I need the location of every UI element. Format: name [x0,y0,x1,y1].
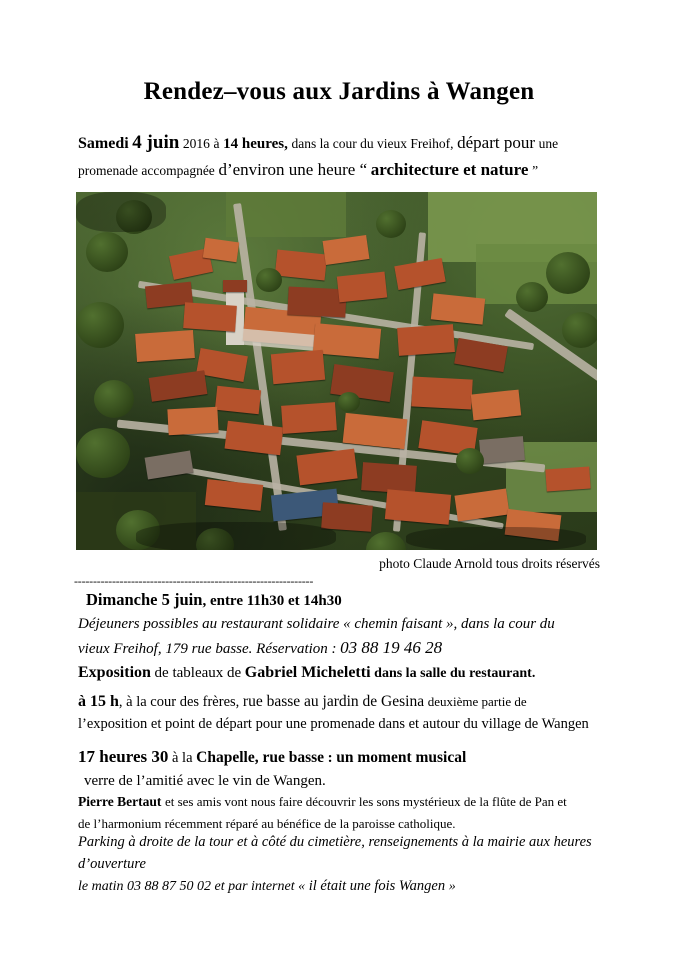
evening-line-4: de l’harmonium récemment réparé au bénéfice de la paroisse catholique. [78,816,456,831]
evening-section [78,744,606,834]
evening-event: un moment musical [336,749,467,766]
intro-text-2: une promenade accompagnée [78,136,559,179]
afternoon-line-1 [78,690,606,714]
photo-credit: photo Claude Arnold tous droits réservés [379,556,600,571]
sunday-day: Dimanche 5 juin [86,590,203,609]
sunday-line-2 [78,635,606,661]
intro-year: 2016 [182,136,210,151]
photo-canvas [76,192,597,550]
intro-text-3: d’environ une heure “ [218,160,368,180]
evening-at: à la [171,750,193,766]
evening-line-2: verre de l’amitié avec le vin de Wangen. [84,772,326,789]
parking-line-3 [78,876,606,898]
expo-label: Exposition [78,664,151,681]
intro-date: 4 juin [132,132,180,153]
expo-artist: Gabriel Micheletti [244,664,371,681]
mairie-contact: le matin 03 88 87 50 02 et par internet « [78,878,306,894]
sunday-heading [78,588,606,613]
afternoon-time: à 15 h [78,693,119,710]
reservation-phone: 03 88 19 46 28 [340,638,443,658]
intro-text-1: dans la cour du vieux Freihof, [291,136,454,151]
intro-paragraph [78,128,600,184]
sunday-line-1: Déjeuners possibles au restaurant solidaire « chemin faisant », dans la cour du [78,615,555,632]
evening-line-3-rest: et ses amis vont nous faire découvrir les sons mystérieux de la flûte de Pan et [164,794,567,810]
musician-name: Pierre Bertaut [78,794,162,810]
evening-line-1 [78,744,606,770]
parking-line-2: d’ouverture [78,855,146,872]
quote-close: » [448,878,456,894]
intro-location: départ pour [457,133,536,152]
sunday-hours: , entre 11h30 et 14h30 [202,593,342,609]
intro-time: 14 heures, [223,136,288,152]
intro-at: à [213,136,220,151]
intro-quote-close: ” [532,163,539,179]
parking-line-1: Parking à droite de la tour et à côté du cimetière, renseignements à la mairie aux heures [78,834,592,850]
afternoon-section [78,690,606,736]
evening-colon: : [327,750,333,766]
website-name: il était une fois Wangen [308,877,446,894]
footer-section [78,832,606,897]
expo-place: dans la salle du restaurant. [374,666,536,681]
page-title: Rendez–vous aux Jardins à Wangen [143,78,535,105]
sunday-section [78,588,606,685]
village-aerial-photo [76,192,597,550]
evening-time: 17 heures 30 [78,747,169,766]
evening-place: Chapelle, rue basse [196,749,325,766]
separator-line: --------------------------------------------------------------- [74,574,314,588]
afternoon-text-c: deuxième partie de [427,694,527,709]
sunday-address: vieux Freihof, 179 rue basse. Réservation [78,641,328,658]
sunday-expo-line [78,661,606,685]
sunday-colon: : [331,641,337,658]
evening-line-3 [78,792,606,814]
afternoon-text-b: rue basse au jardin de Gesina [242,693,425,710]
expo-text: de tableaux de [154,665,242,681]
afternoon-line-2: l’exposition et point de départ pour une promenade dans et autour du village de Wangen [78,716,589,732]
afternoon-text-a: , à la cour des frères, [118,694,240,710]
intro-highlight: architecture et nature [370,160,529,180]
intro-day: Samedi [78,135,129,152]
